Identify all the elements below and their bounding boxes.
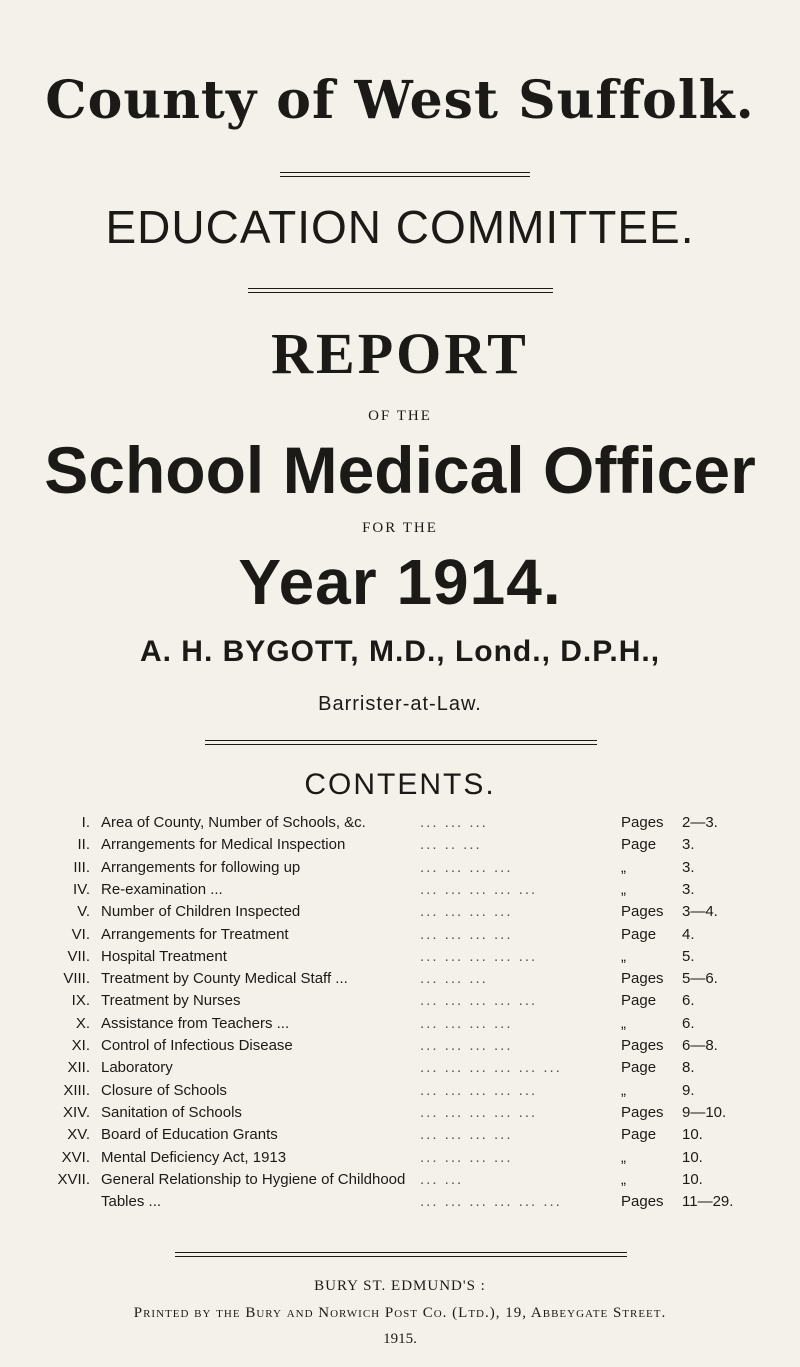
contents-item-leader: ... ... ... ... ... <box>420 1081 538 1099</box>
contents-item-leader: ... ... ... ... ... ... <box>420 1059 562 1077</box>
for-the-label: FOR THE <box>362 520 438 536</box>
contents-item-title: Treatment by County Medical Staff ... <box>101 970 348 988</box>
contents-item-page-label: Pages <box>621 970 664 988</box>
contents-item <box>0 1080 800 1102</box>
rule-top <box>280 172 530 173</box>
contents-item-leader: ... ... ... ... <box>420 1148 513 1166</box>
contents-item-title: Control of Infectious Disease <box>101 1037 293 1054</box>
contents-item-page-label: „ <box>621 858 626 876</box>
contents-item-number: XVII. <box>57 1170 90 1188</box>
contents-item-leader: ... ... ... ... ... <box>420 880 538 898</box>
contents-item-leader: ... ... <box>420 1170 464 1188</box>
contents-item-page-label: „ <box>621 947 626 965</box>
contents-item-page-label: „ <box>621 880 626 898</box>
contents-item <box>0 1191 800 1213</box>
contents-item-title: Assistance from Teachers ... <box>101 1014 290 1032</box>
contents-item-pages: 6. <box>682 992 695 1010</box>
contents-item-leader: ... ... ... <box>420 814 488 831</box>
contents-item <box>0 857 800 879</box>
author-name: A. H. BYGOTT, M.D., Lond., D.P.H., <box>139 635 661 668</box>
contents-item <box>0 1147 800 1169</box>
contents-item-title: Number of Children Inspected <box>101 903 301 921</box>
contents-item-title: Laboratory <box>101 1059 173 1077</box>
contents-item-number: IV. <box>73 880 90 898</box>
contents-item-title: Re-examination ... <box>101 880 223 898</box>
contents-item-leader: ... ... ... <box>420 970 488 988</box>
contents-item-page-label: Page <box>621 836 657 854</box>
contents-item <box>0 834 800 856</box>
contents-item <box>0 812 800 834</box>
imprint-printer: Printed by the Bury and Norwich Post Co. (Ltd.), 19, Abbeygate Street. <box>133 1305 667 1321</box>
contents-item-pages: 8. <box>682 1059 695 1077</box>
contents-item-number: XII. <box>67 1059 90 1077</box>
officer-title: School Medical Officer <box>44 433 756 507</box>
contents-item-number: XVI. <box>61 1148 90 1166</box>
contents-item-page-label: Page <box>621 992 657 1010</box>
contents-item-pages: 3. <box>682 880 695 898</box>
contents-item-title: Sanitation of Schools <box>101 1103 242 1121</box>
contents-item-number: IX. <box>71 992 90 1010</box>
rule-committee <box>248 288 553 289</box>
contents-item-pages: 11—29. <box>682 1193 734 1211</box>
contents-item-page-label: „ <box>621 1170 626 1188</box>
contents-item-pages: 3. <box>682 836 695 854</box>
contents-heading: CONTENTS. <box>304 768 496 801</box>
contents-item-title: Arrangements for Medical Inspection <box>101 836 346 854</box>
contents-item-title: Treatment by Nurses <box>101 992 241 1010</box>
contents-item-page-label: Page <box>621 1126 657 1144</box>
contents-item-title: Arrangements for Treatment <box>101 925 289 943</box>
contents-item-title: Mental Deficiency Act, 1913 <box>101 1148 287 1166</box>
contents-item-pages: 5—6. <box>682 970 718 988</box>
rule-imprint <box>175 1252 627 1253</box>
county-heading: County of West Suffolk. <box>45 70 755 131</box>
contents-item-pages: 4. <box>682 925 695 943</box>
contents-item-leader: ... ... ... ... <box>420 1037 513 1054</box>
contents-item-number: XIII. <box>63 1081 90 1099</box>
contents-item-leader: ... ... ... ... <box>420 858 513 876</box>
contents-item-leader: ... ... ... ... <box>420 903 513 921</box>
contents-item-title: Closure of Schools <box>101 1081 227 1099</box>
contents-item <box>0 968 800 990</box>
contents-item-number: VIII. <box>63 970 90 988</box>
contents-item-page-label: Page <box>621 1059 657 1077</box>
contents-item <box>0 1169 800 1191</box>
contents-item-title: Hospital Treatment <box>101 947 227 965</box>
contents-item-number: III. <box>73 858 90 876</box>
contents-item <box>0 924 800 946</box>
report-title: REPORT <box>271 321 529 386</box>
contents-item <box>0 1057 800 1079</box>
contents-item-page-label: Pages <box>621 1103 664 1121</box>
contents-item-leader: ... ... ... ... ... ... <box>420 1193 562 1211</box>
contents-item-pages: 3—4. <box>682 903 718 921</box>
contents-item-number: VII. <box>67 947 90 965</box>
contents-item-pages: 10. <box>682 1170 703 1188</box>
contents-item-number: V. <box>77 903 90 921</box>
rule-contents <box>205 740 597 741</box>
of-the-label: OF THE <box>368 408 432 424</box>
contents-item-title: Board of Education Grants <box>101 1126 278 1144</box>
contents-item-number: VI. <box>71 925 90 943</box>
contents-item-page-label: Pages <box>621 1037 664 1054</box>
contents-item-number: XI. <box>71 1037 90 1054</box>
contents-item-title: Arrangements for following up <box>101 858 301 876</box>
contents-item-leader: ... ... ... ... ... <box>420 1103 538 1121</box>
contents-item-pages: 3. <box>682 858 695 876</box>
contents-item-pages: 6. <box>682 1014 695 1032</box>
contents-item-title: Area of County, Number of Schools, &c. <box>101 814 366 831</box>
contents-item-page-label: Pages <box>621 903 664 921</box>
contents-item <box>0 901 800 923</box>
contents-item-leader: ... ... ... ... <box>420 1126 513 1144</box>
contents-item-leader: ... ... ... ... <box>420 925 513 943</box>
contents-item-title: General Relationship to Hygiene of Childhood <box>101 1170 406 1188</box>
contents-item-pages: 10. <box>682 1148 703 1166</box>
contents-item-page-label: „ <box>621 1014 626 1032</box>
contents-item-number: XV. <box>67 1126 90 1144</box>
contents-item-pages: 6—8. <box>682 1037 718 1054</box>
contents-item-leader: ... .. ... <box>420 836 482 854</box>
author-title: Barrister-at-Law. <box>318 693 482 715</box>
contents-item <box>0 1013 800 1035</box>
contents-item-leader: ... ... ... ... ... <box>420 947 538 965</box>
contents-item <box>0 1124 800 1146</box>
imprint-place: BURY ST. EDMUND'S : <box>314 1278 486 1294</box>
contents-item-pages: 9. <box>682 1081 695 1099</box>
contents-item <box>0 1035 800 1057</box>
contents-item-pages: 5. <box>682 947 695 965</box>
contents-item-number: XIV. <box>63 1103 90 1121</box>
contents-item <box>0 879 800 901</box>
imprint-year: 1915. <box>383 1331 417 1347</box>
contents-item-leader: ... ... ... ... ... <box>420 992 538 1010</box>
contents-item-number: II. <box>77 836 90 854</box>
contents-item-page-label: Page <box>621 925 657 943</box>
year-title: Year 1914. <box>238 546 562 618</box>
contents-item-page-label: Pages <box>621 814 664 831</box>
contents-item-pages: 10. <box>682 1126 703 1144</box>
contents-item <box>0 946 800 968</box>
committee-heading: EDUCATION COMMITTEE. <box>105 201 695 253</box>
contents-item <box>0 1102 800 1124</box>
contents-item-page-label: Pages <box>621 1193 664 1211</box>
contents-item-leader: ... ... ... ... <box>420 1014 513 1032</box>
contents-item-title: Tables ... <box>101 1193 162 1211</box>
contents-item-number: X. <box>75 1014 90 1032</box>
contents-item <box>0 990 800 1012</box>
contents-item-pages: 2—3. <box>682 814 718 831</box>
contents-item-pages: 9—10. <box>682 1103 727 1121</box>
contents-item-number: I. <box>81 814 90 831</box>
contents-item-page-label: „ <box>621 1081 626 1099</box>
contents-item-page-label: „ <box>621 1148 626 1166</box>
